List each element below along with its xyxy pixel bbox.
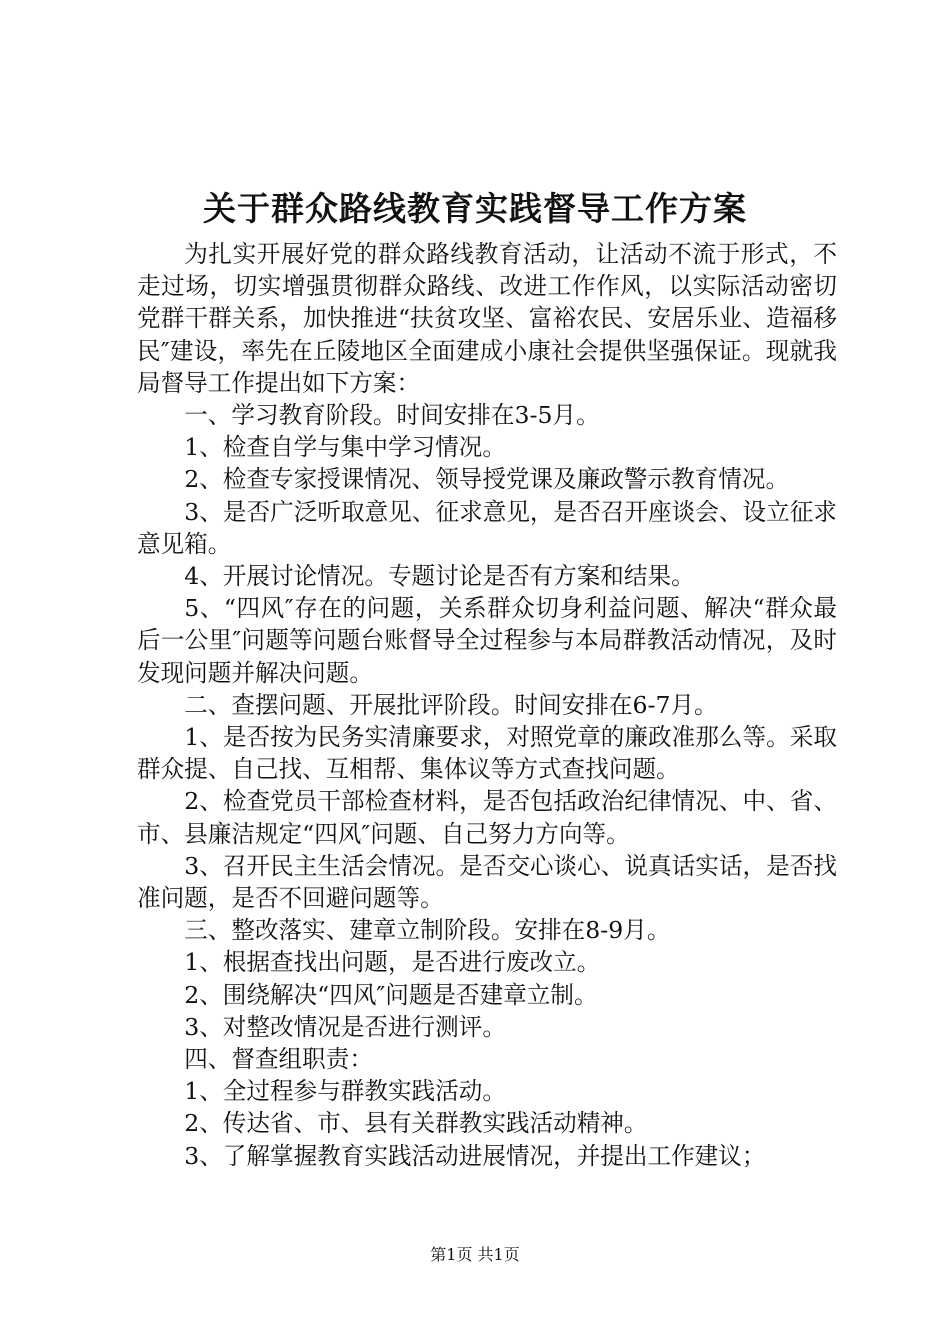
list-item: 1、全过程参与群教实践活动。 <box>184 1077 506 1106</box>
section-heading: 二、查摆问题、开展批评阶段。时间安排在6-7月。 <box>184 690 718 719</box>
list-item: 1、检查自学与集中学习情况。 <box>184 433 506 462</box>
list-item: 2、检查专家授课情况、领导授党课及廉政警示教育情况。 <box>184 465 790 494</box>
list-item: 3、了解掌握教育实践活动进展情况，并提出工作建议； <box>184 1141 766 1170</box>
document-title: 关于群众路线教育实践督导工作方案 <box>203 189 747 228</box>
list-item: 5、“四风″存在的问题，关系群众切身利益问题、解决“群众最后一公里″问题等问题台账督导全过程参与本局群教活动情况，及时发现问题并解决问题。 <box>137 594 837 687</box>
list-item: 2、检查党员干部检查材料，是否包括政治纪律情况、中、省、市、县廉洁规定“四风″问题、自己努力方向等。 <box>137 787 837 848</box>
list-item: 3、是否广泛听取意见、征求意见，是否召开座谈会、设立征求意见箱。 <box>137 497 837 558</box>
list-item: 2、围绕解决“四风″问题是否建章立制。 <box>184 980 598 1009</box>
list-item: 3、对整改情况是否进行测评。 <box>184 1012 506 1041</box>
section-heading: 三、整改落实、建章立制阶段。安排在8-9月。 <box>184 916 671 945</box>
document-body <box>137 238 837 1172</box>
list-item: 2、传达省、市、县有关群教实践活动精神。 <box>184 1109 648 1138</box>
section-heading: 一、学习教育阶段。时间安排在3-5月。 <box>184 401 600 430</box>
section-heading: 四、督查组职责： <box>184 1045 373 1074</box>
list-item: 1、根据查找出问题，是否进行废改立。 <box>184 948 601 977</box>
list-item: 4、开展讨论情况。专题讨论是否有方案和结果。 <box>184 562 695 591</box>
list-item: 1、是否按为民务实清廉要求，对照党章的廉政准那么等。采取群众提、自己找、互相帮、集体议等方式查找问题。 <box>137 723 837 784</box>
page-number-footer: 第1页 共1页 <box>430 1245 520 1264</box>
intro-paragraph: 为扎实开展好党的群众路线教育活动，让活动不流于形式，不走过场，切实增强贯彻群众路线、改进工作作风，以实际活动密切党群干群关系，加快推进“扶贫攻坚、富裕农民、安居乐业、造福移民″建设，率先在丘陵地区全面建成小康社会提供坚强保证。现就我局督导工作提出如下方案： <box>137 240 837 397</box>
list-item: 3、召开民主生活会情况。是否交心谈心、说真话实话，是否找准问题，是否不回避问题等。 <box>137 851 837 913</box>
